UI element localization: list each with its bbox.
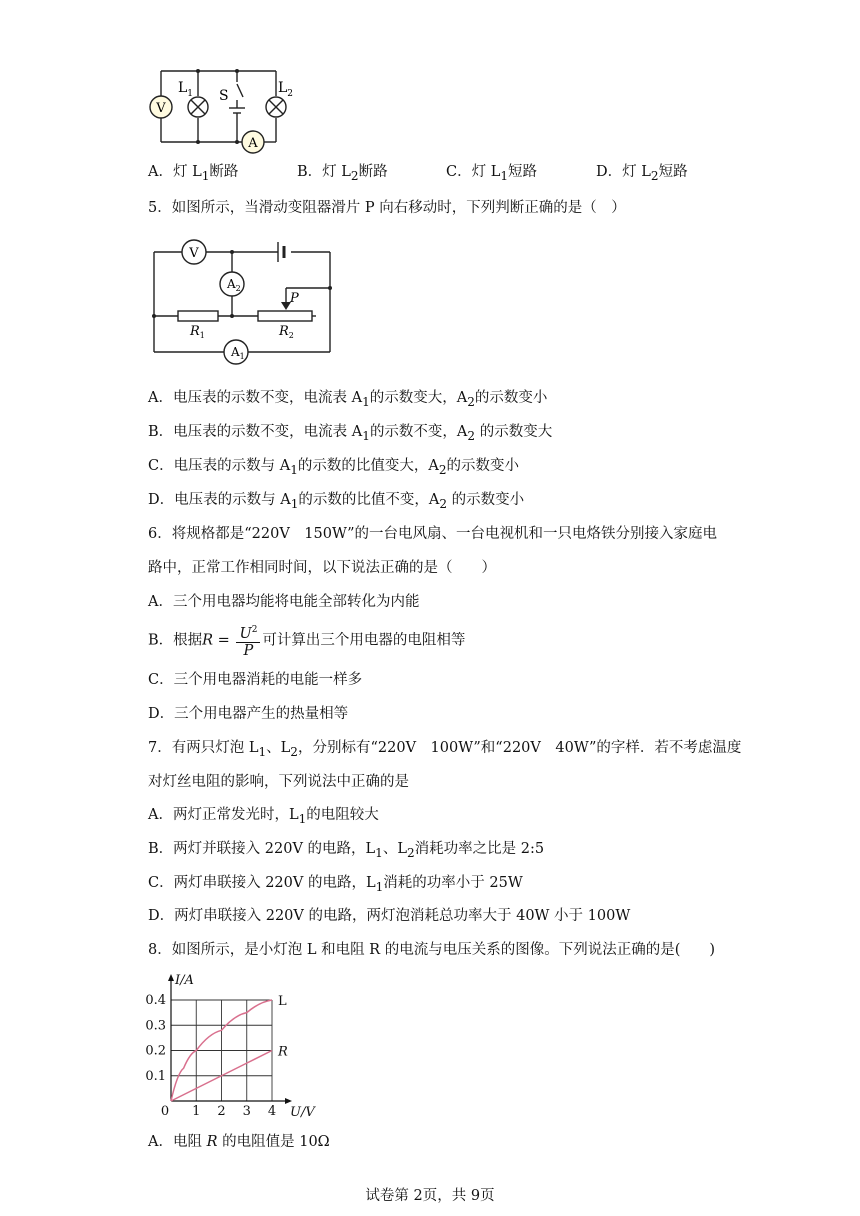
q4-option-b[interactable]: B．灯 $L_2$断路 xyxy=(297,164,388,183)
q5-option-c[interactable]: C．电压表的示数与 $A_1$的示数的比值变大，$A_2$的示数变小 xyxy=(148,458,520,477)
q7-option-b[interactable]: B．两灯并联接入 220V 的电路，$L_1$、$L_2$消耗功率之比是 2:5 xyxy=(148,841,545,860)
q8-stem: 8．如图所示，是小灯泡 L 和电阻 R 的电流与电压关系的图像。下列说法正确的是( ) xyxy=(148,942,716,958)
q5-r2-label: $R_2$ xyxy=(279,324,294,340)
series-label-L: L xyxy=(278,994,287,1009)
q7-option-a[interactable]: A．两灯正常发光时，$L_1$的电阻较大 xyxy=(148,807,379,826)
y-tick-label: 0.3 xyxy=(145,1018,166,1034)
ammeter-label: A xyxy=(248,136,258,151)
q5-stem: 5．如图所示，当滑动变阻器滑片 P 向右移动时，下列判断正确的是（ ） xyxy=(148,200,626,216)
power-formula-fraction: $\frac{U^2}{P}$ xyxy=(236,622,260,659)
l1-label: $L_1$ xyxy=(178,80,194,99)
q7-option-d[interactable]: D．两灯串联接入 220V 的电路，两灯泡消耗总功率大于 40W 小于 100W xyxy=(148,908,631,924)
x-axis-label: U/V xyxy=(290,1105,315,1120)
q7-stem-line1: 7．有两只灯泡 $L_1$、$L_2$，分别标有“220V 100W”和“220V 40W”的字样．若不考虑温度 xyxy=(148,740,742,759)
q6-stem-line2: 路中，正常工作相同时间，以下说法正确的是（ ） xyxy=(148,560,496,576)
q5-a2-label: $A_2$ xyxy=(227,277,241,293)
x-tick-label: 3 xyxy=(242,1104,251,1119)
q5-option-a[interactable]: A．电压表的示数不变，电流表 $A_1$的示数变大，$A_2$的示数变小 xyxy=(148,390,548,409)
l2-label: $L_2$ xyxy=(278,80,294,99)
page-footer: 试卷第 2页，共 9页 xyxy=(365,1188,495,1204)
q5-option-d[interactable]: D．电压表的示数与 $A_1$的示数的比值不变，$A_2$ 的示数变小 xyxy=(148,492,525,511)
x-tick-label: 0 xyxy=(160,1104,170,1119)
series-label-R: R xyxy=(278,1044,288,1060)
x-tick-label: 2 xyxy=(217,1104,226,1119)
q5-slider-label: P xyxy=(290,291,299,306)
q4-option-d[interactable]: D．灯 $L_2$短路 xyxy=(596,164,688,183)
q6-option-a[interactable]: A．三个用电器均能将电能全部转化为内能 xyxy=(148,594,420,610)
q7-option-c[interactable]: C．两灯串联接入 220V 的电路，$L_1$消耗的功率小于 25W xyxy=(148,875,523,894)
q8-option-a[interactable]: A．电阻 R 的电阻值是 10Ω xyxy=(148,1134,330,1150)
q4-circuit-diagram xyxy=(145,62,305,157)
q5-option-b[interactable]: B．电压表的示数不变，电流表 $A_1$的示数不变，$A_2$ 的示数变大 xyxy=(148,424,553,443)
q7-stem-line2: 对灯丝电阻的影响，下列说法中正确的是 xyxy=(148,774,409,790)
q4-option-c[interactable]: C．灯 $L_1$短路 xyxy=(446,164,538,183)
q4-option-a[interactable]: A．灯 $L_1$断路 xyxy=(148,164,239,183)
y-axis-arrow xyxy=(168,974,174,981)
x-tick-label: 4 xyxy=(267,1104,277,1119)
q8-iv-chart xyxy=(140,968,330,1118)
q5-circuit-diagram xyxy=(148,236,338,366)
q6-option-b[interactable]: B．根据R = $\frac{U^2}{P}$ 可计算出三个用电器的电阻相等 xyxy=(148,622,465,659)
x-tick-label: 1 xyxy=(192,1104,201,1119)
q6-stem-line1: 6．将规格都是“220V 150W”的一台电风扇、一台电视机和一只电烙铁分别接入家庭电 xyxy=(148,526,718,542)
x-axis-arrow xyxy=(285,1098,292,1104)
voltmeter-label: V xyxy=(156,101,166,116)
q6-option-c[interactable]: C．三个用电器消耗的电能一样多 xyxy=(148,672,363,688)
y-tick-label: 0.1 xyxy=(145,1068,166,1084)
y-tick-label: 0.4 xyxy=(145,993,166,1008)
q6-option-d[interactable]: D．三个用电器产生的热量相等 xyxy=(148,706,349,722)
q5-voltmeter-label: V xyxy=(189,246,199,261)
q5-r1-label: $R_1$ xyxy=(190,324,205,340)
y-tick-label: 0.2 xyxy=(145,1043,166,1059)
y-axis-label: I/A xyxy=(175,973,194,988)
q5-a1-label: $A_1$ xyxy=(231,345,245,361)
switch-label: S xyxy=(219,88,229,104)
